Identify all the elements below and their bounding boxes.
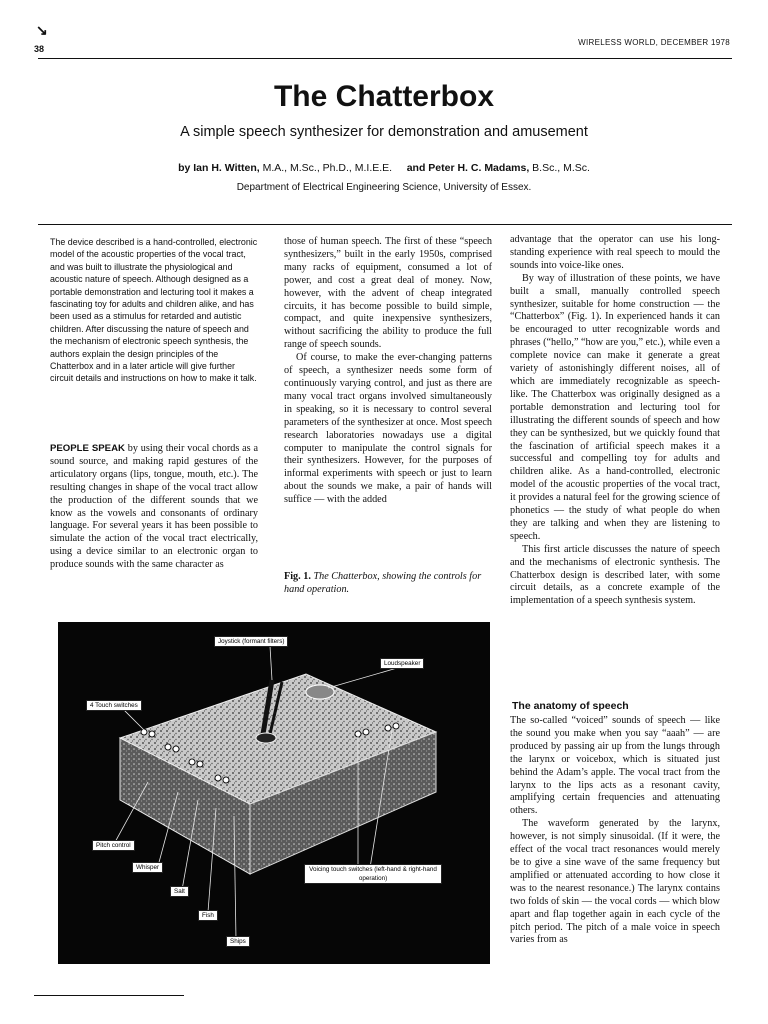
chatterbox-illustration (58, 622, 490, 964)
by-word: by (178, 162, 191, 174)
label-ships: Ships (226, 936, 250, 947)
paragraph: The waveform generated by the larynx, however, is not simply sinusoidal. (If it were, the effect of the vocal tract resonances would merely be to give a sine wave of the same frequency but amplified or attenuated according to how close it was to the nearest resonance.) The larynx contains two folds of skin — the vocal cords — which blow apart and flap together again in each cycle of the pitch period. The pitch of a male voice in speech varies from as (510, 818, 720, 946)
corner-mark-icon: ↘ (36, 22, 48, 38)
label-touch-switches: 4 Touch switches (86, 700, 142, 711)
paragraph: advantage that the operator can use his long-standing experience with real speech to mould the sounds into voice-like ones. (510, 234, 720, 271)
body-column-1 (50, 443, 258, 572)
page-number: 38 (34, 44, 45, 54)
author2-name: Peter H. C. Madams, (428, 162, 530, 174)
bottom-rule (34, 995, 184, 996)
author1-name: Ian H. Witten, (193, 162, 260, 174)
paragraph: those of human speech. The first of these “speech synthesizers,” built in the early 1950s, comprised many racks of equipment, consumed a lot of power, and cost a great deal of money. Now, however, with the advent of cheap integrated circuits, it has become possible to build simple, compact, and quite inexpensive synthesizers, without sacrificing the ability to produce the full range of speech sounds. (284, 236, 492, 351)
paragraph: The so-called “voiced” sounds of speech — like the sound you make when you say “aaah” — are produced by passing air up from the lungs through the larynx or voicebox, which is situated just behind the Adam’s apple. The vocal tract from the larynx to the lips acts as a resonant cavity, amplifying certain frequencies and attenuating others. (510, 715, 720, 817)
article-subtitle: A simple speech synthesizer for demonstration and amusement (180, 124, 588, 140)
body-column-3-continued (510, 715, 720, 947)
and-word: and (406, 162, 426, 174)
lead-in: PEOPLE SPEAK (50, 443, 125, 454)
label-fish: Fish (198, 910, 218, 921)
label-voicing-switches: Voicing touch switches (left-hand & right-hand operation) (304, 864, 442, 884)
caption-text: The Chatterbox, showing the controls for hand operation. (284, 571, 482, 595)
author-line (0, 162, 768, 174)
caption-label: Fig. 1. (284, 571, 311, 582)
article-title: The Chatterbox (273, 80, 495, 113)
body-column-3 (510, 234, 720, 608)
chatterbox-figure (58, 622, 490, 964)
paragraph: Of course, to make the ever-changing patterns of speech, a synthesizer needs some form of continuously varying control, and just as there are many vocal tract organs involved simultaneously in speaking, so it is necessary to control several parameters of the synthesizer at once. Most speech research laboratories nowadays use a digital computer to manipulate the control signals for their synthesizers. However, for the purposes of informal experiments with speech or just to learn about the sounds we make, a pair of hands will suffice — with the added (284, 352, 492, 506)
body-column-2 (284, 236, 492, 507)
top-rule (38, 58, 732, 59)
mid-rule (38, 224, 732, 225)
section-heading: The anatomy of speech (512, 700, 629, 712)
label-salt: Salt (170, 886, 189, 897)
paragraph: This first article discusses the nature of speech and the mechanisms of electronic synthesis. The Chatterbox design is described later, with some circuit details, as a concrete example of the implementation of a speech synthesis system. (510, 543, 720, 607)
author2-degrees: B.Sc., M.Sc. (532, 162, 590, 174)
figure-caption (284, 571, 492, 597)
abstract: The device described is a hand-controlled, electronic model of the acoustic properties of the vocal tract, and was built to illustrate the physiological and acoustic nature of speech. Although designed as a portable demonstration and lecturing tool it makes a fascinating toy for adults and children alike, and has been used as a stimulus for retarded and autistic children. After discussing the nature of speech and the mechanism of electronic speech synthesis, the authors explain the design principles of the Chatterbox and in a later article will give further circuit details and instructions on how to make it talk. (50, 237, 258, 384)
department-line: Department of Electrical Engineering Science, University of Essex. (236, 182, 532, 193)
label-pitch-control: Pitch control (92, 840, 135, 851)
publication-header: WIRELESS WORLD, DECEMBER 1978 (578, 38, 730, 47)
author1-degrees: M.A., M.Sc., Ph.D., M.I.E.E. (262, 162, 393, 174)
label-loudspeaker: Loudspeaker (380, 658, 424, 669)
paragraph: By way of illustration of these points, we have built a small, manually controlled speech synthesizer, suitable for home construction — the “Chatterbox” (Fig. 1). In experienced hands it can be encouraged to utter recognizable words and phrases (“hello,” “how are you,” etc.), while even a complete novice can make it generate a great variety of astonishingly different noises, all of which are immediately recognizable as speech-like. The Chatterbox was originally designed as a portable demonstration and lecturing tool for illustrating the different sounds of speech and how they can be synthesized, but we quickly found that the fascination of artificial speech makes it a successful and compelling toy for adults and children alike. As a hand-controlled, electronic model of the acoustic properties of the vocal tract, it provides a natural feel for the growing science of phonetics — the study of what people do when they are talking and when they are listening to speech. (510, 272, 720, 542)
label-joystick: Joystick (formant filters) (214, 636, 288, 647)
label-whisper: Whisper (132, 862, 163, 873)
body-col1-text: by using their vocal chords as a sound source, and making rapid gestures of the articulatory organs (lips, tongue, mouth, etc.). The resulting changes in shape of the vocal tract allow the production of the different sounds that we know as the vowels and consonants of ordinary language. For several years it has been possible to simulate the action of the vocal tract electrically, using a device similar to an electronic organ to produce sounds with the same character as (50, 443, 258, 571)
